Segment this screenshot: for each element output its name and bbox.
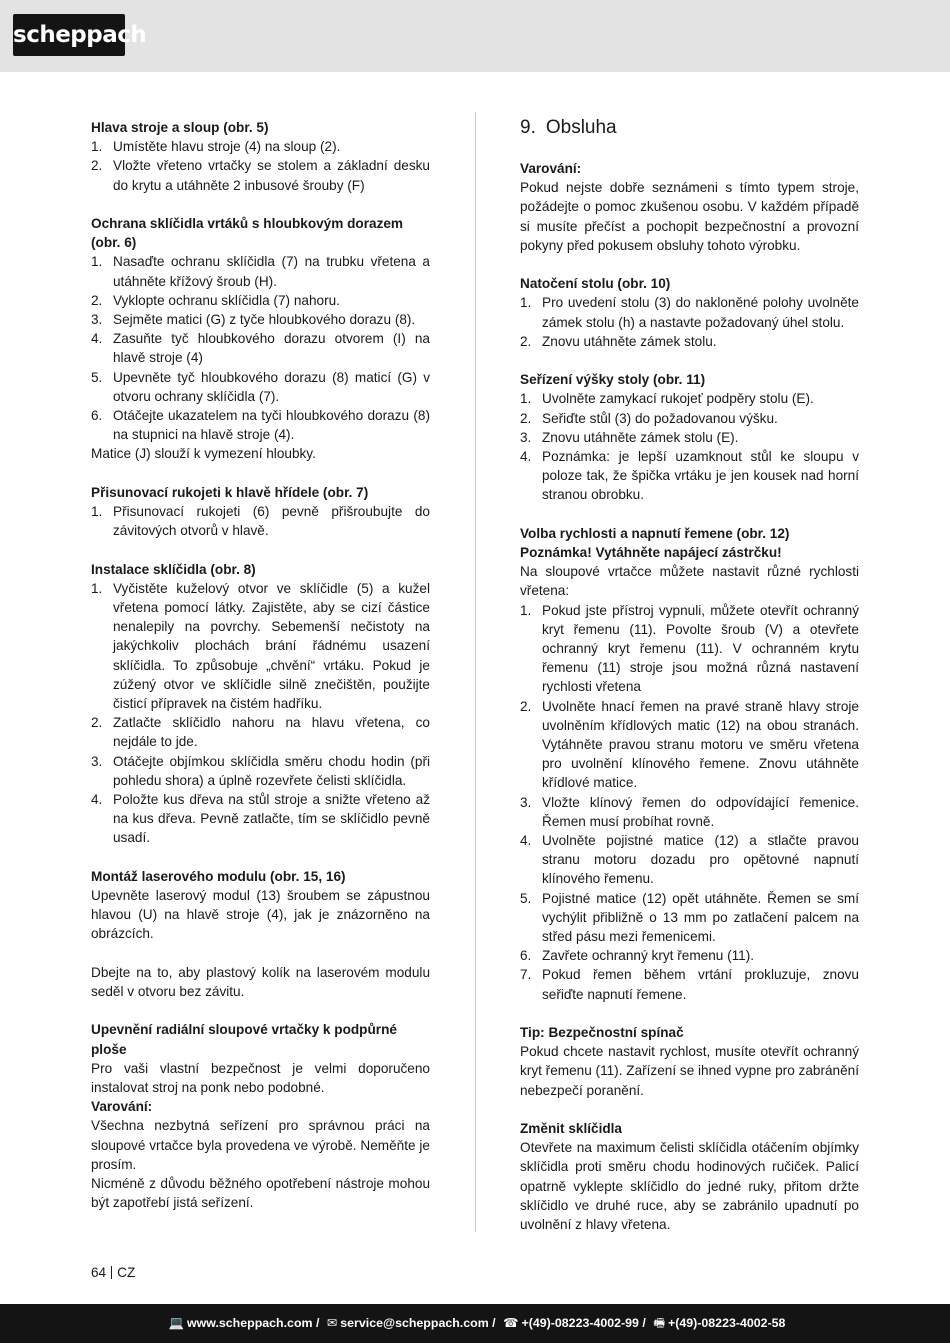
list-text: Sejměte matici (G) z tyče hloubkového dorazu (8). bbox=[113, 312, 416, 328]
section bbox=[91, 560, 430, 848]
section-subheading: Varování: bbox=[91, 1099, 153, 1115]
section bbox=[520, 370, 859, 504]
footer-phone: +(49)-08223-4002-99 bbox=[521, 1316, 639, 1330]
section-heading: Tip: Bezpečnostní spínač bbox=[520, 1025, 684, 1041]
list-number: 1. bbox=[520, 295, 532, 311]
footer-email[interactable]: service@scheppach.com bbox=[340, 1316, 489, 1330]
section bbox=[520, 1023, 859, 1100]
list-item bbox=[91, 368, 430, 406]
list-item bbox=[91, 752, 430, 790]
list-number: 7. bbox=[520, 967, 532, 983]
section-heading: Montáž laserového modulu (obr. 15, 16) bbox=[91, 868, 346, 884]
list-text: Umístěte hlavu stroje (4) na sloup (2). bbox=[113, 139, 341, 155]
list-item bbox=[520, 601, 859, 697]
list-item bbox=[91, 406, 430, 444]
list-text: Pojistné matice (12) opět utáhněte. Řemen se smí vychýlit přibližně o 13 mm po zatlačení palcem na střed pásu mezi řemenicemi. bbox=[542, 890, 859, 945]
left-column bbox=[91, 118, 430, 1232]
paragraph: Matice (J) slouží k vymezení hloubky. bbox=[91, 446, 316, 462]
section bbox=[91, 118, 430, 195]
list-item bbox=[91, 329, 430, 367]
list-item bbox=[91, 291, 430, 310]
section bbox=[520, 274, 859, 351]
footer-bar: 💻 www.scheppach.com / ✉ service@scheppach.com / ☎ +(49)-08223-4002-99 / 🖷 +(49)-08223-4002-58 bbox=[0, 1304, 950, 1343]
paragraph: Nicméně z důvodu běžného opotřebení nástroje mohou být zapotřebí jistá seřízení. bbox=[91, 1176, 430, 1211]
list-text: Otáčejte ukazatelem na tyči hloubkového dorazu (8) na stupnici na hlavě stroje (4). bbox=[113, 408, 430, 443]
section bbox=[91, 214, 430, 464]
list-text: Vložte vřeteno vrtačky se stolem a základní desku do krytu a utáhněte 2 inbusové šrouby (F) bbox=[113, 158, 430, 193]
list-item bbox=[520, 389, 859, 408]
list-text: Pokud jste přístroj vypnuli, můžete otevřít ochranný kryt řemenu (11). Povolte šroub (V) a otevřete ochranný kryt řemenu (11). V ochranném krytu řemenu (11) stroje jsou možná různá nastavení rychlosti vřetena bbox=[542, 602, 859, 695]
list-number: 3. bbox=[91, 312, 103, 328]
paragraph: Pokud nejste dobře seznámeni s tímto typem stroje, požádejte o pomoc zkušenou osobu. V každém případě si musíte přečíst a pochopit bezpečnostní a provozní pokyny před pokusem obsluhy tohoto výrobku. bbox=[520, 180, 859, 253]
section-heading: Přisunovací rukojeti k hlavě hřídele (obr. 7) bbox=[91, 484, 369, 500]
numbered-list bbox=[91, 252, 430, 444]
numbered-list bbox=[520, 601, 859, 1004]
list-text: Uvolněte zamykací rukojeť podpěry stolu (E). bbox=[542, 391, 814, 407]
paragraph: Na sloupové vrtačce můžete nastavit různé rychlosti vřetena: bbox=[520, 564, 859, 599]
list-item bbox=[91, 310, 430, 329]
list-text: Seřiďte stůl (3) do požadovanou výšku. bbox=[542, 410, 778, 426]
section bbox=[91, 963, 430, 1001]
footer-website[interactable]: www.scheppach.com bbox=[186, 1316, 313, 1330]
list-item bbox=[91, 137, 430, 156]
list-item bbox=[91, 713, 430, 751]
section bbox=[91, 483, 430, 541]
list-number: 2. bbox=[91, 292, 103, 308]
list-number: 4. bbox=[91, 792, 103, 808]
section-heading: Změnit sklíčidla bbox=[520, 1121, 622, 1137]
list-number: 1. bbox=[91, 580, 103, 596]
list-number: 4. bbox=[520, 833, 532, 849]
list-item bbox=[91, 252, 430, 290]
list-text: Poznámka: je lepší uzamknout stůl ke sloupu v poloze tak, že špička vrtáku je jen kousek nad horní stranou obrobku. bbox=[542, 449, 859, 503]
list-text: Přisunovací rukojeti (6) pevně přišroubujte do závitových otvorů v hlavě. bbox=[113, 504, 430, 539]
list-item bbox=[520, 965, 859, 1003]
section-heading: Instalace sklíčidla (obr. 8) bbox=[91, 561, 256, 577]
list-number: 4. bbox=[91, 331, 103, 347]
chapter-number: 9. bbox=[520, 117, 536, 138]
mail-icon: ✉ bbox=[326, 1316, 338, 1330]
list-item bbox=[91, 502, 430, 540]
section-heading: Ochrana sklíčidla vrtáků s hloubkovým dorazem (obr. 6) bbox=[91, 216, 404, 251]
list-number: 2. bbox=[520, 410, 532, 426]
list-item bbox=[520, 793, 859, 831]
list-number: 2. bbox=[91, 158, 103, 174]
list-text: Zatlačte sklíčidlo nahoru na hlavu vřetena, co nejdále to jde. bbox=[113, 715, 430, 750]
numbered-list bbox=[91, 137, 430, 195]
list-number: 1. bbox=[91, 254, 103, 270]
section-heading: Seřízení výšky stoly (obr. 11) bbox=[520, 372, 706, 388]
chapter-title: Obsluha bbox=[545, 117, 617, 138]
list-number: 3. bbox=[520, 429, 532, 445]
section-note: Poznámka! Vytáhněte napájecí zástrčku! bbox=[520, 545, 782, 561]
paragraph: Pro vaši vlastní bezpečnost je velmi doporučeno instalovat stroj na ponk nebo podobné. bbox=[91, 1060, 430, 1096]
list-item bbox=[91, 156, 430, 194]
fax-icon: 🖷 bbox=[653, 1316, 665, 1330]
list-number: 3. bbox=[520, 794, 532, 810]
list-text: Zavřete ochranný kryt řemenu (11). bbox=[542, 948, 755, 964]
list-number: 5. bbox=[520, 890, 532, 906]
list-text: Položte kus dřeva na stůl stroje a snižte vřeteno až na kus dřeva. Pevně zatlačte, tím se sklíčidlo pevně usadí. bbox=[113, 792, 430, 846]
list-text: Nasaďte ochranu sklíčidla (7) na trubku vřetena a utáhněte křížový šroub (H). bbox=[113, 254, 430, 289]
section bbox=[91, 867, 430, 944]
list-number: 2. bbox=[520, 333, 532, 349]
list-text: Znovu utáhněte zámek stolu. bbox=[542, 333, 717, 349]
list-number: 2. bbox=[91, 715, 103, 731]
list-item bbox=[520, 697, 859, 793]
column-divider bbox=[475, 112, 476, 1232]
right-column bbox=[520, 118, 859, 1253]
list-text: Vyklopte ochranu sklíčidla (7) nahoru. bbox=[113, 292, 340, 308]
phone-icon: ☎ bbox=[503, 1316, 519, 1330]
section-heading: Volba rychlosti a napnutí řemene (obr. 12) bbox=[520, 525, 790, 541]
section bbox=[520, 159, 859, 255]
list-number: 6. bbox=[520, 948, 532, 964]
paragraph: Všechna nezbytná seřízení pro správnou práci na sloupové vrtačce byla provedena ve výrobě. Neměňte je prosím. bbox=[91, 1118, 430, 1172]
footer-fax: +(49)-08223-4002-58 bbox=[668, 1316, 786, 1330]
list-text: Uvolněte pojistné matice (12) a stlačte pravou stranu motoru dozadu pro opětovné napnutí klínového řemenu. bbox=[542, 833, 859, 887]
numbered-list bbox=[91, 579, 430, 848]
list-number: 1. bbox=[520, 391, 532, 407]
list-text: Vyčistěte kuželový otvor ve sklíčidle (5) a kužel vřetena pomocí látky. Zajistěte, aby se cizí částice nenalepily na povrchy. Sebemenší nečistoty na jakýchkoliv plochách brání řádnému usazení sklíčidla. To způsobuje „chvění“ vrtáku. Pokud je zúžený otvor ve sklíčidle silně znečištěn, použijte čisticí přípravek na čistém hadříku. bbox=[113, 580, 430, 712]
computer-icon: 💻 bbox=[168, 1316, 184, 1330]
list-item bbox=[91, 790, 430, 848]
numbered-list bbox=[520, 389, 859, 504]
list-number: 1. bbox=[520, 602, 532, 618]
list-number: 1. bbox=[91, 504, 103, 520]
list-item bbox=[520, 293, 859, 331]
list-item bbox=[520, 409, 859, 428]
chapter-heading bbox=[520, 117, 859, 139]
paragraph: Otevřete na maximum čelisti sklíčidla otáčením objímky sklíčidla proti směru chodu hodinových ručiček. Palicí opatrně vyklepte sklíčidlo do jedné ruky, přitom držte sklíčidlo ve druhé ruce, aby se zabránilo upadnutí po uvolnění z hlavy vřetena. bbox=[520, 1140, 859, 1233]
section-heading: Varování: bbox=[520, 161, 582, 176]
list-text: Pro uvedení stolu (3) do nakloněné polohy uvolněte zámek stolu (h) a nastavte požadovaný úhel stolu. bbox=[542, 295, 859, 330]
page-number-block bbox=[91, 1265, 135, 1280]
right-sections bbox=[520, 159, 859, 1234]
list-number: 1. bbox=[91, 139, 103, 155]
list-text: Znovu utáhněte zámek stolu (E). bbox=[542, 429, 739, 445]
list-item bbox=[520, 447, 859, 505]
header-bar bbox=[0, 0, 950, 72]
list-number: 4. bbox=[520, 449, 532, 465]
scheppach-logo: scheppach bbox=[13, 14, 125, 56]
page-number: 64 bbox=[91, 1265, 107, 1280]
section-heading: Natočení stolu (obr. 10) bbox=[520, 276, 671, 292]
numbered-list bbox=[91, 502, 430, 540]
list-number: 2. bbox=[520, 698, 532, 714]
list-text: Upevněte tyč hloubkového dorazu (8) maticí (G) v otvoru ochrany sklíčidla (7). bbox=[113, 369, 430, 404]
list-text: Zasuňte tyč hloubkového dorazu otvorem (I) na hlavě stroje (4) bbox=[113, 331, 430, 366]
section-heading: Hlava stroje a sloup (obr. 5) bbox=[91, 120, 269, 135]
list-item bbox=[520, 332, 859, 351]
list-text: Pokud řemen během vrtání prokluzuje, znovu seřiďte napnutí řemene. bbox=[542, 967, 859, 1002]
list-item bbox=[520, 831, 859, 889]
page-separator bbox=[111, 1266, 112, 1279]
list-number: 6. bbox=[91, 408, 103, 424]
list-number: 5. bbox=[91, 369, 103, 385]
paragraph: Pokud chcete nastavit rychlost, musíte otevřít ochranný kryt řemenu (11). Zařízení se ihned vypne pro zabránění nebezpečí poranění. bbox=[520, 1044, 860, 1098]
section bbox=[520, 1119, 859, 1234]
list-text: Uvolněte hnací řemen na pravé straně hlavy stroje uvolněním křídlových matic (12) na obou stranách. Vytáhněte pravou stranu motoru ve směru vřetena pro uvolnění klínového řemene. Znovu utáhněte křídlové matice. bbox=[542, 698, 859, 791]
list-item bbox=[520, 428, 859, 447]
list-item bbox=[520, 889, 859, 947]
list-item bbox=[91, 579, 430, 713]
numbered-list bbox=[520, 293, 859, 351]
section bbox=[91, 1020, 430, 1212]
paragraph: Upevněte laserový modul (13) šroubem se zápustnou hlavou (U) na hlavě stroje (4), jak je znázorněno na obrázcích. bbox=[91, 888, 430, 942]
section bbox=[520, 524, 859, 1004]
language-code: CZ bbox=[117, 1265, 136, 1280]
list-number: 3. bbox=[91, 753, 103, 769]
list-text: Vložte klínový řemen do odpovídající řemenice. Řemen musí probíhat rovně. bbox=[542, 794, 859, 829]
paragraph: Dbejte na to, aby plastový kolík na laserovém modulu seděl v otvoru bez závitu. bbox=[91, 964, 430, 1000]
list-item bbox=[520, 946, 859, 965]
list-text: Otáčejte objímkou sklíčidla směru chodu hodin (při pohledu shora) a úplně rozevřete čelisti sklíčidla. bbox=[113, 753, 430, 788]
section-heading: Upevnění radiální sloupové vrtačky k podpůrné ploše bbox=[91, 1022, 397, 1057]
